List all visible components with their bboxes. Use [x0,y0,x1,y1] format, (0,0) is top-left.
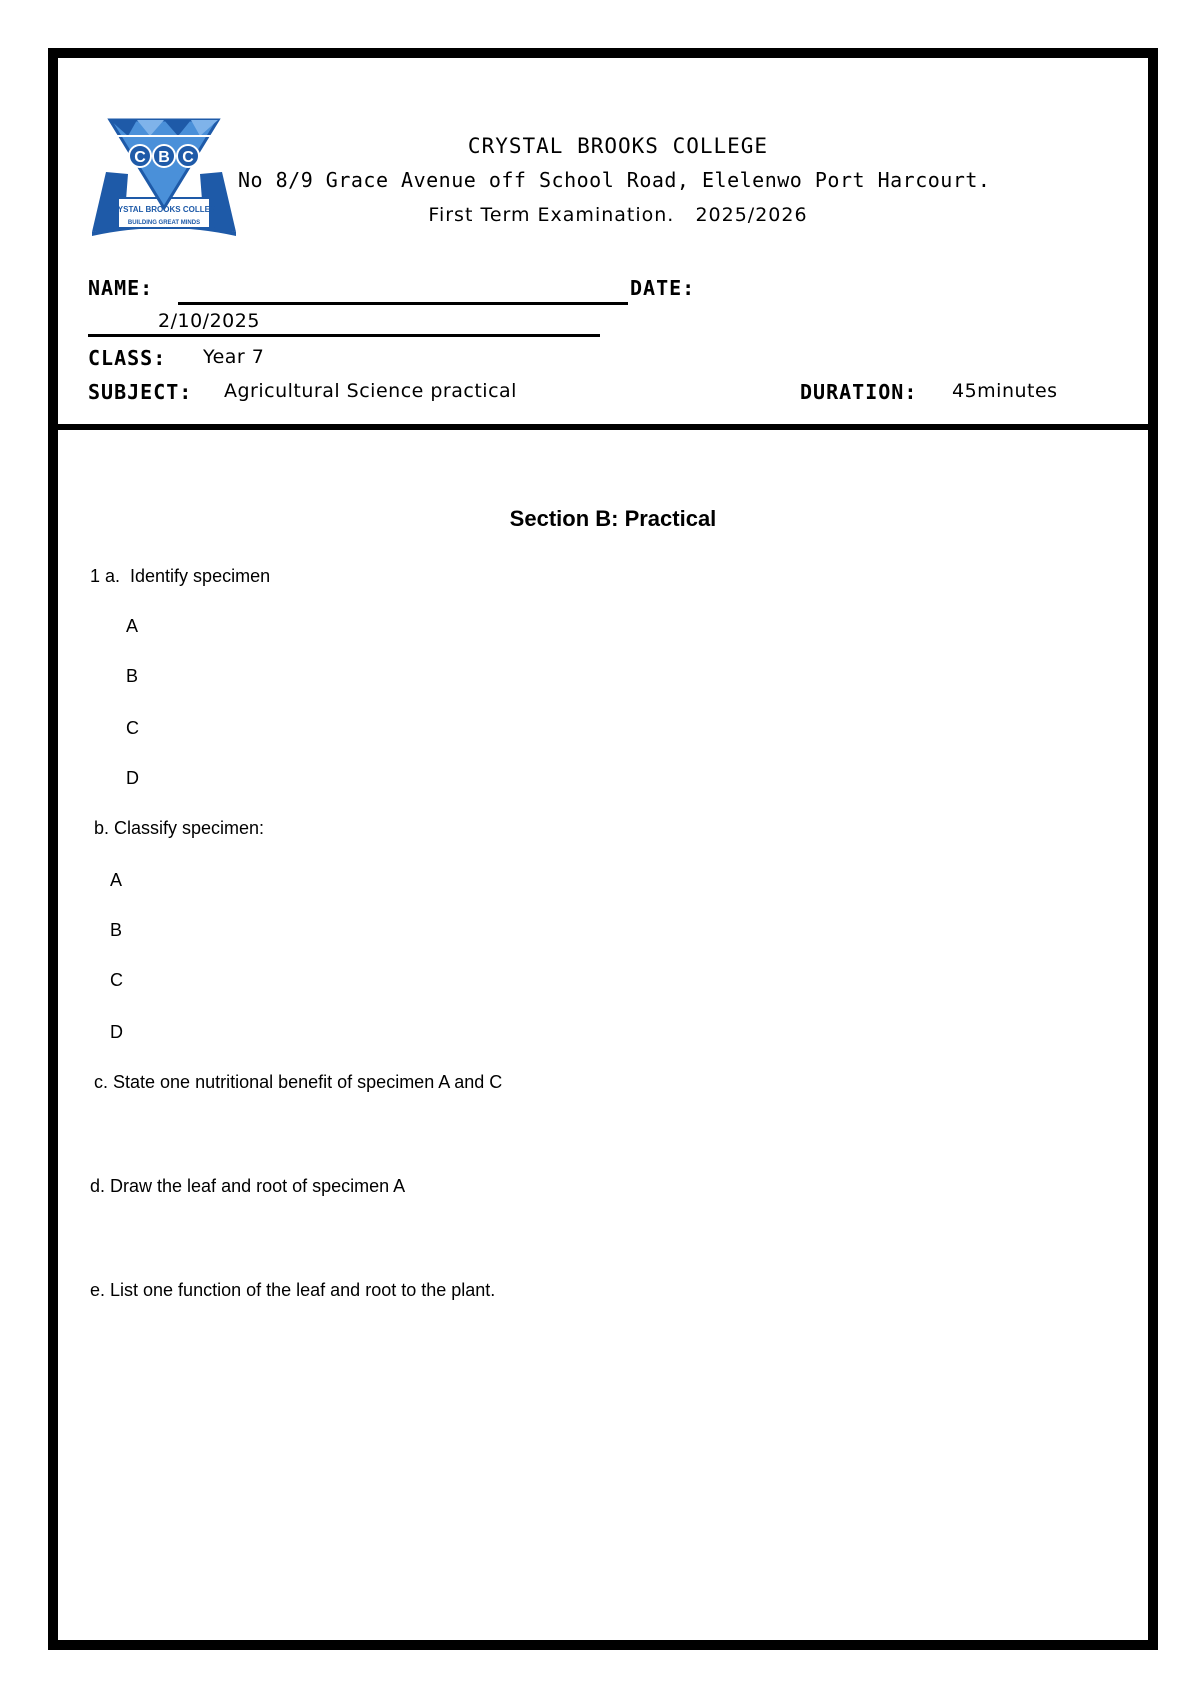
q1b-item-c: C [110,970,123,990]
school-address: No 8/9 Grace Avenue off School Road, Elelenwo Port Harcourt. [238,168,991,192]
subject-value: Agricultural Science practical [224,380,517,402]
q1b-item-d: D [110,1022,123,1042]
date-value: 2/10/2025 [158,310,260,332]
name-label: NAME: [88,276,154,300]
date-label: DATE: [630,276,696,300]
section-title: Section B: Practical [509,506,717,531]
question-1a: 1 a. Identify specimen [90,566,271,586]
school-name: CRYSTAL BROOKS COLLEGE [467,134,769,158]
logo-school-name: CRYSTAL BROOKS COLLEGE [106,205,222,214]
q1b-item-a: A [110,870,123,890]
class-label: CLASS: [88,346,167,370]
question-1b: b. Classify specimen: [94,818,265,838]
duration-label: DURATION: [800,380,918,404]
q1b-item-b: B [110,920,123,940]
logo-letter-1: C [134,149,146,166]
question-1e: e. List one function of the leaf and root to the plant. [90,1280,496,1300]
subject-label: SUBJECT: [88,380,193,404]
question-1c: c. State one nutritional benefit of specimen A and C [94,1072,503,1092]
date-underline [88,334,600,337]
question-1d: d. Draw the leaf and root of specimen A [90,1176,406,1196]
exam-header [58,58,1148,430]
class-value: Year 7 [203,346,265,368]
duration-value: 45minutes [952,380,1058,402]
q1a-item-b: B [126,666,139,686]
q1a-item-a: A [126,616,139,636]
q1a-item-c: C [126,718,139,738]
exam-title: First Term Examination. 2025/2026 [428,204,808,226]
logo-letter-2: B [158,149,170,166]
exam-page-frame [48,48,1158,1650]
name-underline [178,302,628,305]
q1a-item-d: D [126,768,139,788]
logo-motto: BUILDING GREAT MINDS [127,220,201,226]
logo-letter-3: C [182,149,194,166]
